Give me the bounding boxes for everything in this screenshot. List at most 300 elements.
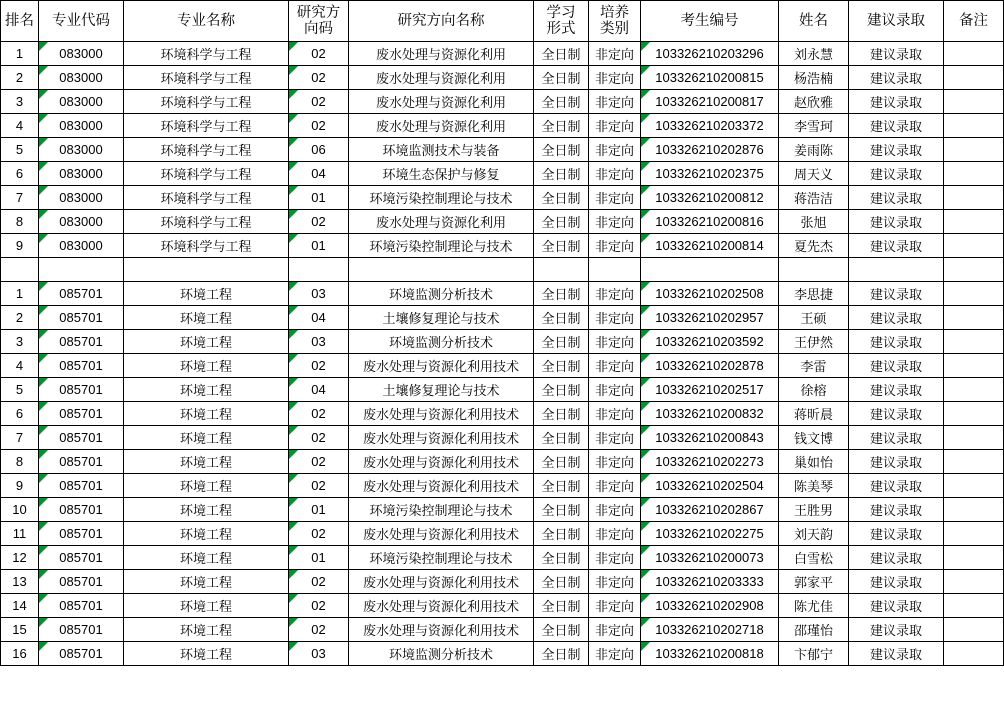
cell-direction-name: 环境监测分析技术 — [349, 282, 534, 306]
table-row — [1, 90, 1004, 114]
cell-direction-name: 废水处理与资源化利用 — [349, 66, 534, 90]
cell-rank: 14 — [1, 594, 39, 618]
cell-major-code: 085701 — [39, 426, 124, 450]
cell-major-name: 环境工程 — [124, 546, 289, 570]
cell-advice: 建议录取 — [849, 330, 944, 354]
cell-train-type: 非定向 — [589, 42, 641, 66]
cell-remark — [944, 618, 1004, 642]
cell-study-type: 全日制 — [534, 450, 589, 474]
table-row — [1, 378, 1004, 402]
cell-direction-code: 02 — [289, 522, 349, 546]
cell-major-code: 085701 — [39, 306, 124, 330]
cell-direction-code: 02 — [289, 474, 349, 498]
cell-major-name: 环境工程 — [124, 570, 289, 594]
cell-major-name: 环境科学与工程 — [124, 90, 289, 114]
cell-direction-code: 02 — [289, 42, 349, 66]
cell-train-type: 非定向 — [589, 90, 641, 114]
cell-study-type: 全日制 — [534, 618, 589, 642]
cell-direction-code: 02 — [289, 426, 349, 450]
cell-major-code: 085701 — [39, 282, 124, 306]
cell-train-type: 非定向 — [589, 282, 641, 306]
cell-remark — [944, 186, 1004, 210]
cell-study-type: 全日制 — [534, 426, 589, 450]
cell-name: 赵欣雅 — [779, 90, 849, 114]
cell-rank: 8 — [1, 450, 39, 474]
cell-exam-no: 103326210200832 — [641, 402, 779, 426]
cell-major-code: 085701 — [39, 402, 124, 426]
cell-name: 巢如怡 — [779, 450, 849, 474]
cell-name: 蒋浩洁 — [779, 186, 849, 210]
cell-major-code: 085701 — [39, 522, 124, 546]
cell-train-type: 非定向 — [589, 498, 641, 522]
table-row — [1, 402, 1004, 426]
cell-remark — [944, 474, 1004, 498]
cell-train-type: 非定向 — [589, 474, 641, 498]
cell-major-code: 085701 — [39, 594, 124, 618]
cell-rank: 2 — [1, 66, 39, 90]
cell-name: 蒋昕晨 — [779, 402, 849, 426]
cell-rank: 6 — [1, 402, 39, 426]
cell-advice: 建议录取 — [849, 450, 944, 474]
table-row — [1, 114, 1004, 138]
cell-major-name: 环境工程 — [124, 450, 289, 474]
table-row — [1, 570, 1004, 594]
cell-rank: 13 — [1, 570, 39, 594]
cell-train-type: 非定向 — [589, 162, 641, 186]
cell-train-type: 非定向 — [589, 570, 641, 594]
empty-cell — [849, 258, 944, 282]
cell-direction-name: 环境污染控制理论与技术 — [349, 186, 534, 210]
cell-exam-no: 103326210202273 — [641, 450, 779, 474]
cell-rank: 5 — [1, 378, 39, 402]
cell-direction-code: 02 — [289, 450, 349, 474]
cell-direction-name: 废水处理与资源化利用技术 — [349, 354, 534, 378]
cell-name: 徐榕 — [779, 378, 849, 402]
cell-direction-name: 废水处理与资源化利用 — [349, 210, 534, 234]
cell-direction-code: 04 — [289, 378, 349, 402]
cell-exam-no: 103326210200073 — [641, 546, 779, 570]
cell-direction-name: 废水处理与资源化利用 — [349, 42, 534, 66]
cell-name: 郭家平 — [779, 570, 849, 594]
cell-study-type: 全日制 — [534, 570, 589, 594]
cell-train-type: 非定向 — [589, 378, 641, 402]
cell-remark — [944, 402, 1004, 426]
table-row — [1, 306, 1004, 330]
cell-exam-no: 103326210203592 — [641, 330, 779, 354]
cell-train-type: 非定向 — [589, 138, 641, 162]
cell-name: 李雷 — [779, 354, 849, 378]
header-row — [1, 1, 1004, 42]
cell-major-code: 083000 — [39, 210, 124, 234]
cell-train-type: 非定向 — [589, 66, 641, 90]
cell-rank: 3 — [1, 330, 39, 354]
cell-study-type: 全日制 — [534, 282, 589, 306]
cell-advice: 建议录取 — [849, 570, 944, 594]
cell-direction-name: 土壤修复理论与技术 — [349, 378, 534, 402]
table-row — [1, 474, 1004, 498]
table-row — [1, 546, 1004, 570]
cell-major-code: 085701 — [39, 570, 124, 594]
cell-rank: 11 — [1, 522, 39, 546]
column-header-name: 姓名 — [779, 1, 849, 42]
cell-major-name: 环境科学与工程 — [124, 162, 289, 186]
cell-study-type: 全日制 — [534, 330, 589, 354]
cell-major-name: 环境工程 — [124, 498, 289, 522]
cell-study-type: 全日制 — [534, 186, 589, 210]
cell-major-code: 083000 — [39, 162, 124, 186]
empty-cell — [641, 258, 779, 282]
cell-advice: 建议录取 — [849, 138, 944, 162]
cell-train-type: 非定向 — [589, 450, 641, 474]
cell-name: 李思捷 — [779, 282, 849, 306]
cell-name: 刘天韵 — [779, 522, 849, 546]
cell-major-name: 环境科学与工程 — [124, 210, 289, 234]
cell-train-type: 非定向 — [589, 234, 641, 258]
cell-major-name: 环境工程 — [124, 522, 289, 546]
cell-advice: 建议录取 — [849, 66, 944, 90]
cell-train-type: 非定向 — [589, 642, 641, 666]
cell-remark — [944, 546, 1004, 570]
cell-major-code: 085701 — [39, 450, 124, 474]
cell-direction-code: 03 — [289, 642, 349, 666]
cell-study-type: 全日制 — [534, 234, 589, 258]
cell-exam-no: 103326210202275 — [641, 522, 779, 546]
cell-rank: 3 — [1, 90, 39, 114]
cell-train-type: 非定向 — [589, 522, 641, 546]
cell-major-code: 083000 — [39, 42, 124, 66]
cell-exam-no: 103326210200816 — [641, 210, 779, 234]
cell-exam-no: 103326210200818 — [641, 642, 779, 666]
cell-rank: 9 — [1, 474, 39, 498]
cell-advice: 建议录取 — [849, 210, 944, 234]
cell-major-name: 环境工程 — [124, 306, 289, 330]
cell-direction-code: 01 — [289, 498, 349, 522]
column-header-advice: 建议录取 — [849, 1, 944, 42]
cell-direction-code: 03 — [289, 282, 349, 306]
cell-direction-name: 废水处理与资源化利用技术 — [349, 570, 534, 594]
cell-exam-no: 103326210202375 — [641, 162, 779, 186]
cell-advice: 建议录取 — [849, 378, 944, 402]
cell-direction-code: 04 — [289, 306, 349, 330]
cell-name: 卞郁宁 — [779, 642, 849, 666]
cell-rank: 16 — [1, 642, 39, 666]
cell-advice: 建议录取 — [849, 186, 944, 210]
cell-major-code: 083000 — [39, 114, 124, 138]
table-row — [1, 354, 1004, 378]
cell-direction-code: 02 — [289, 210, 349, 234]
cell-direction-name: 废水处理与资源化利用技术 — [349, 450, 534, 474]
column-header-direction-code: 研究方 向码 — [289, 1, 349, 42]
cell-study-type: 全日制 — [534, 162, 589, 186]
cell-name: 白雪松 — [779, 546, 849, 570]
cell-train-type: 非定向 — [589, 402, 641, 426]
table-row — [1, 234, 1004, 258]
cell-rank: 1 — [1, 282, 39, 306]
cell-study-type: 全日制 — [534, 522, 589, 546]
cell-direction-code: 02 — [289, 114, 349, 138]
cell-remark — [944, 138, 1004, 162]
cell-direction-name: 废水处理与资源化利用技术 — [349, 474, 534, 498]
cell-name: 王伊然 — [779, 330, 849, 354]
table-header — [1, 1, 1004, 42]
cell-major-name: 环境工程 — [124, 282, 289, 306]
cell-major-name: 环境工程 — [124, 426, 289, 450]
table-row — [1, 330, 1004, 354]
cell-remark — [944, 210, 1004, 234]
cell-rank: 1 — [1, 42, 39, 66]
cell-major-code: 083000 — [39, 138, 124, 162]
cell-rank: 7 — [1, 186, 39, 210]
cell-major-name: 环境工程 — [124, 378, 289, 402]
empty-cell — [1, 258, 39, 282]
cell-advice: 建议录取 — [849, 618, 944, 642]
cell-advice: 建议录取 — [849, 426, 944, 450]
cell-advice: 建议录取 — [849, 282, 944, 306]
cell-name: 王胜男 — [779, 498, 849, 522]
cell-study-type: 全日制 — [534, 378, 589, 402]
cell-train-type: 非定向 — [589, 306, 641, 330]
cell-rank: 4 — [1, 354, 39, 378]
cell-rank: 9 — [1, 234, 39, 258]
cell-direction-name: 废水处理与资源化利用技术 — [349, 594, 534, 618]
cell-rank: 5 — [1, 138, 39, 162]
cell-train-type: 非定向 — [589, 426, 641, 450]
cell-study-type: 全日制 — [534, 402, 589, 426]
cell-exam-no: 103326210203333 — [641, 570, 779, 594]
cell-study-type: 全日制 — [534, 642, 589, 666]
cell-study-type: 全日制 — [534, 354, 589, 378]
column-header-rank: 排名 — [1, 1, 39, 42]
cell-advice: 建议录取 — [849, 162, 944, 186]
table-row — [1, 162, 1004, 186]
cell-advice: 建议录取 — [849, 594, 944, 618]
cell-major-code: 083000 — [39, 186, 124, 210]
cell-exam-no: 103326210202517 — [641, 378, 779, 402]
cell-train-type: 非定向 — [589, 618, 641, 642]
cell-remark — [944, 594, 1004, 618]
table-row — [1, 522, 1004, 546]
cell-direction-name: 废水处理与资源化利用技术 — [349, 522, 534, 546]
cell-direction-name: 环境监测技术与装备 — [349, 138, 534, 162]
table-row — [1, 42, 1004, 66]
cell-study-type: 全日制 — [534, 546, 589, 570]
cell-major-name: 环境科学与工程 — [124, 234, 289, 258]
cell-study-type: 全日制 — [534, 210, 589, 234]
cell-advice: 建议录取 — [849, 354, 944, 378]
cell-major-code: 083000 — [39, 66, 124, 90]
cell-direction-code: 06 — [289, 138, 349, 162]
cell-train-type: 非定向 — [589, 210, 641, 234]
cell-train-type: 非定向 — [589, 354, 641, 378]
cell-exam-no: 103326210202867 — [641, 498, 779, 522]
cell-study-type: 全日制 — [534, 306, 589, 330]
cell-remark — [944, 114, 1004, 138]
cell-remark — [944, 642, 1004, 666]
cell-direction-name: 废水处理与资源化利用 — [349, 90, 534, 114]
cell-major-name: 环境科学与工程 — [124, 114, 289, 138]
cell-direction-code: 01 — [289, 234, 349, 258]
cell-remark — [944, 42, 1004, 66]
cell-direction-name: 环境污染控制理论与技术 — [349, 234, 534, 258]
cell-major-name: 环境科学与工程 — [124, 138, 289, 162]
cell-direction-code: 01 — [289, 186, 349, 210]
cell-major-name: 环境工程 — [124, 618, 289, 642]
cell-direction-code: 02 — [289, 618, 349, 642]
cell-advice: 建议录取 — [849, 474, 944, 498]
cell-name: 夏先杰 — [779, 234, 849, 258]
cell-study-type: 全日制 — [534, 114, 589, 138]
cell-major-code: 083000 — [39, 234, 124, 258]
cell-major-code: 085701 — [39, 354, 124, 378]
cell-exam-no: 103326210200817 — [641, 90, 779, 114]
cell-exam-no: 103326210200815 — [641, 66, 779, 90]
cell-train-type: 非定向 — [589, 330, 641, 354]
cell-advice: 建议录取 — [849, 522, 944, 546]
cell-remark — [944, 498, 1004, 522]
cell-direction-code: 03 — [289, 330, 349, 354]
cell-major-name: 环境工程 — [124, 642, 289, 666]
cell-exam-no: 103326210202908 — [641, 594, 779, 618]
cell-direction-code: 02 — [289, 90, 349, 114]
cell-major-code: 083000 — [39, 90, 124, 114]
cell-direction-name: 环境监测分析技术 — [349, 330, 534, 354]
cell-name: 邵瑾怡 — [779, 618, 849, 642]
table-row — [1, 138, 1004, 162]
cell-direction-name: 环境污染控制理论与技术 — [349, 546, 534, 570]
empty-cell — [944, 258, 1004, 282]
cell-advice: 建议录取 — [849, 90, 944, 114]
cell-remark — [944, 306, 1004, 330]
cell-remark — [944, 522, 1004, 546]
cell-name: 杨浩楠 — [779, 66, 849, 90]
cell-name: 周天义 — [779, 162, 849, 186]
cell-name: 陈美琴 — [779, 474, 849, 498]
cell-remark — [944, 378, 1004, 402]
cell-remark — [944, 354, 1004, 378]
cell-name: 李雪珂 — [779, 114, 849, 138]
cell-major-code: 085701 — [39, 378, 124, 402]
cell-remark — [944, 66, 1004, 90]
cell-direction-name: 环境污染控制理论与技术 — [349, 498, 534, 522]
cell-direction-code: 01 — [289, 546, 349, 570]
cell-direction-code: 02 — [289, 570, 349, 594]
cell-direction-name: 环境监测分析技术 — [349, 642, 534, 666]
cell-major-code: 085701 — [39, 546, 124, 570]
cell-exam-no: 103326210202878 — [641, 354, 779, 378]
cell-name: 钱文博 — [779, 426, 849, 450]
cell-study-type: 全日制 — [534, 138, 589, 162]
cell-advice: 建议录取 — [849, 234, 944, 258]
table-row — [1, 186, 1004, 210]
table-row — [1, 210, 1004, 234]
cell-remark — [944, 90, 1004, 114]
cell-train-type: 非定向 — [589, 594, 641, 618]
cell-direction-code: 04 — [289, 162, 349, 186]
cell-exam-no: 103326210203372 — [641, 114, 779, 138]
cell-name: 刘永慧 — [779, 42, 849, 66]
cell-exam-no: 103326210200812 — [641, 186, 779, 210]
cell-advice: 建议录取 — [849, 402, 944, 426]
empty-cell — [39, 258, 124, 282]
table-row — [1, 498, 1004, 522]
cell-exam-no: 103326210200843 — [641, 426, 779, 450]
empty-cell — [124, 258, 289, 282]
table-body — [1, 42, 1004, 666]
cell-remark — [944, 234, 1004, 258]
cell-direction-name: 土壤修复理论与技术 — [349, 306, 534, 330]
cell-direction-code: 02 — [289, 594, 349, 618]
cell-name: 陈尤佳 — [779, 594, 849, 618]
empty-cell — [779, 258, 849, 282]
cell-major-name: 环境科学与工程 — [124, 66, 289, 90]
cell-study-type: 全日制 — [534, 90, 589, 114]
table-row — [1, 642, 1004, 666]
cell-major-code: 085701 — [39, 618, 124, 642]
cell-advice: 建议录取 — [849, 546, 944, 570]
cell-major-name: 环境工程 — [124, 474, 289, 498]
cell-exam-no: 103326210202876 — [641, 138, 779, 162]
table-row — [1, 282, 1004, 306]
cell-major-name: 环境工程 — [124, 330, 289, 354]
cell-remark — [944, 570, 1004, 594]
cell-advice: 建议录取 — [849, 498, 944, 522]
cell-exam-no: 103326210202718 — [641, 618, 779, 642]
table-row — [1, 594, 1004, 618]
cell-major-code: 085701 — [39, 474, 124, 498]
cell-rank: 12 — [1, 546, 39, 570]
column-header-direction-name: 研究方向名称 — [349, 1, 534, 42]
empty-cell — [349, 258, 534, 282]
cell-exam-no: 103326210200814 — [641, 234, 779, 258]
cell-major-name: 环境工程 — [124, 402, 289, 426]
group-separator-row — [1, 258, 1004, 282]
column-header-remark: 备注 — [944, 1, 1004, 42]
cell-direction-code: 02 — [289, 402, 349, 426]
cell-major-name: 环境工程 — [124, 354, 289, 378]
cell-train-type: 非定向 — [589, 186, 641, 210]
cell-exam-no: 103326210202508 — [641, 282, 779, 306]
cell-major-name: 环境工程 — [124, 594, 289, 618]
cell-direction-name: 废水处理与资源化利用技术 — [349, 402, 534, 426]
cell-rank: 4 — [1, 114, 39, 138]
cell-advice: 建议录取 — [849, 114, 944, 138]
cell-direction-name: 废水处理与资源化利用技术 — [349, 426, 534, 450]
table-row — [1, 618, 1004, 642]
cell-direction-name: 环境生态保护与修复 — [349, 162, 534, 186]
cell-exam-no: 103326210202504 — [641, 474, 779, 498]
cell-study-type: 全日制 — [534, 594, 589, 618]
empty-cell — [589, 258, 641, 282]
cell-train-type: 非定向 — [589, 114, 641, 138]
cell-advice: 建议录取 — [849, 42, 944, 66]
cell-name: 王硕 — [779, 306, 849, 330]
cell-direction-code: 02 — [289, 66, 349, 90]
cell-rank: 6 — [1, 162, 39, 186]
cell-remark — [944, 426, 1004, 450]
empty-cell — [289, 258, 349, 282]
cell-name: 张旭 — [779, 210, 849, 234]
column-header-major-code: 专业代码 — [39, 1, 124, 42]
column-header-study-type: 学习 形式 — [534, 1, 589, 42]
column-header-exam-no: 考生编号 — [641, 1, 779, 42]
table-row — [1, 66, 1004, 90]
cell-rank: 8 — [1, 210, 39, 234]
cell-advice: 建议录取 — [849, 306, 944, 330]
cell-major-code: 085701 — [39, 642, 124, 666]
cell-exam-no: 103326210202957 — [641, 306, 779, 330]
column-header-train-type: 培养 类别 — [589, 1, 641, 42]
column-header-major-name: 专业名称 — [124, 1, 289, 42]
